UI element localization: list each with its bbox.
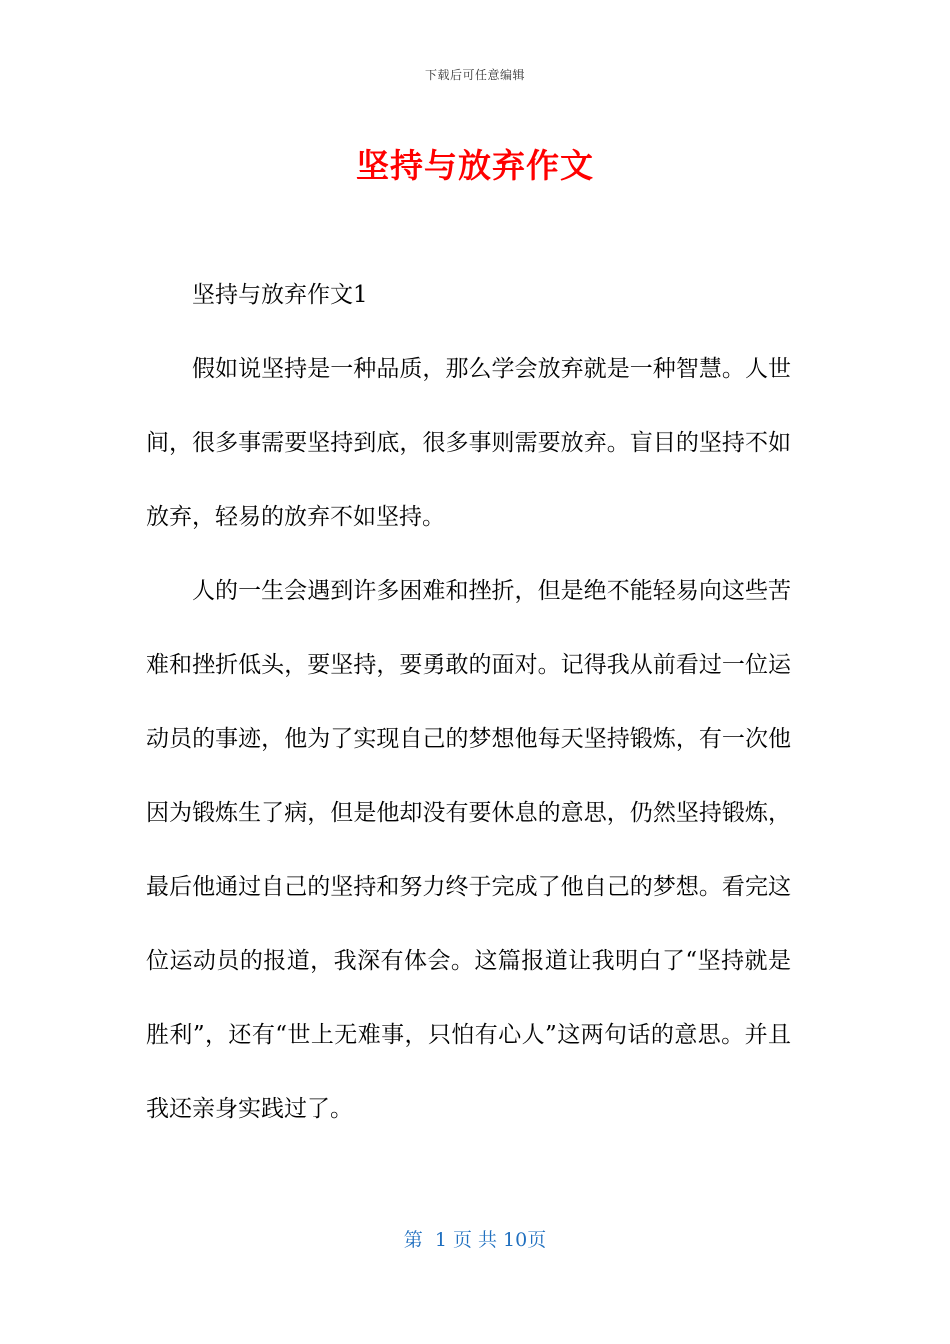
header-note: 下载后可任意编辑 xyxy=(424,68,525,82)
paragraph: 假如说坚持是一种品质，那么学会放弃就是一种智慧。人世间，很多事需要坚持到底，很多事则需要放弃。盲目的坚持不如放弃，轻易的放弃不如坚持。 xyxy=(146,356,791,530)
section-heading: 坚持与放弃作文1 xyxy=(192,282,368,308)
document-body xyxy=(146,258,791,1146)
document-title: 坚持与放弃作文 xyxy=(356,146,594,185)
page-number-footer: 第 1 页 共 10页 xyxy=(403,1229,547,1251)
paragraph: 人的一生会遇到许多困难和挫折，但是绝不能轻易向这些苦难和挫折低头，要坚持，要勇敢的面对。记得我从前看过一位运动员的事迹，他为了实现自己的梦想他每天坚持锻炼，有一次他因为锻炼生了病，但是他却没有要休息的意思，仍然坚持锻炼，最后他通过自己的坚持和努力终于完成了他自己的梦想。看完这位运动员的报道，我深有体会。这篇报道让我明白了“坚持就是胜利”，还有“世上无难事，只怕有心人”这两句话的意思。并且我还亲身实践过了。 xyxy=(146,578,791,1122)
